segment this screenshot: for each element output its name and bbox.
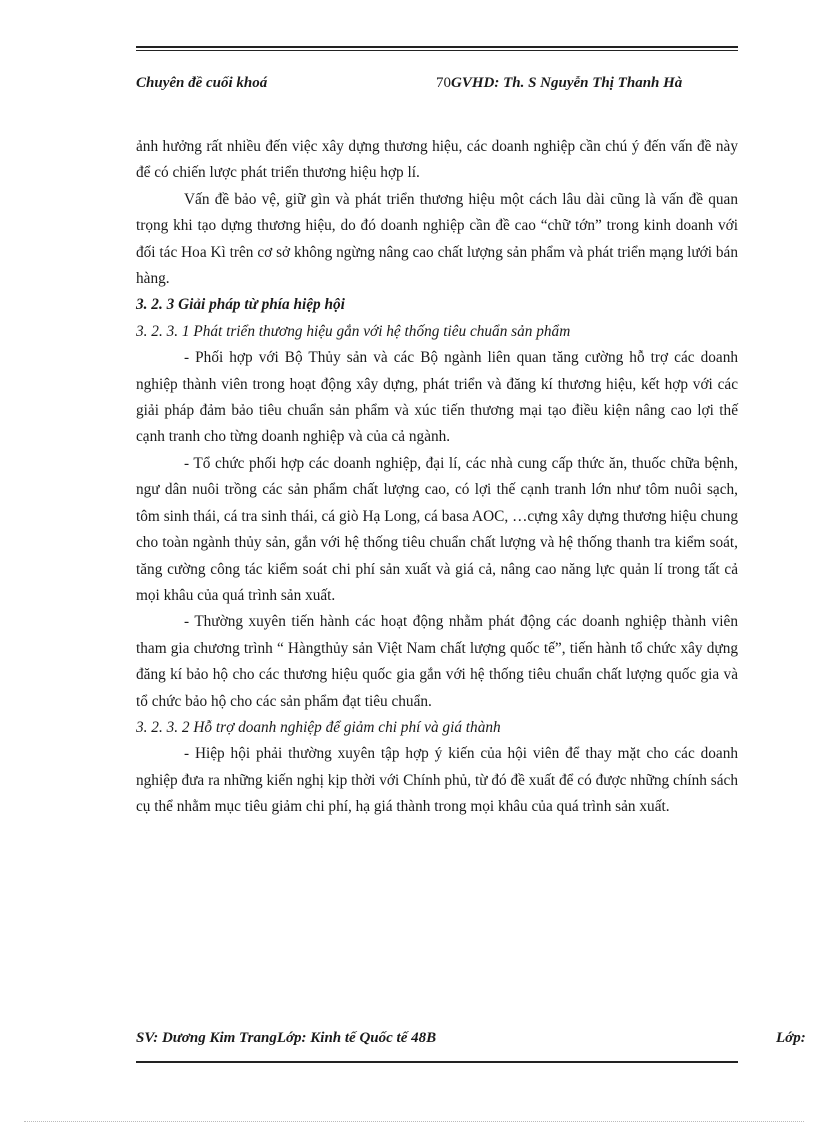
header-rule-thin [136,50,738,51]
page-number: 70 [436,75,451,91]
header-advisor-name: GVHD: Th. S Nguyễn Thị Thanh Hà [451,75,683,91]
footer-class-label: Lớp: [776,1030,806,1046]
subsection-heading-2: 3. 2. 3. 2 Hỗ trợ doanh nghiệp để giảm chi phí và giá thành [136,718,501,736]
paragraph-4: - Tổ chức phối hợp các doanh nghiệp, đại lí, các nhà cung cấp thức ăn, thuốc chữa bệnh, ngư dân nuôi trồng các sản phẩm chất lượng cao, có lợi thế cạnh tranh lớn như tôm nuôi sạch, tôm sinh thái, cá tra sinh thái, cá giò Hạ Long, cá basa AOC, …cựng xây dựng thương hiệu chung cho toàn ngành thủy sản, gắn với hệ thống tiêu chuẩn chất lượng và hệ thống thanh tra kiểm soát, tăng cường công tác kiểm soát chi phí sản xuất và giá cả, nâng cao năng lực quản lí trong tất cả mọi khâu của quá trình sản xuất. [136,454,738,604]
page-body [136,134,738,821]
page-header [136,75,738,97]
paragraph-1: ảnh hưởng rất nhiều đến việc xây dựng thương hiệu, các doanh nghiệp cần chú ý đến vấn đề này để có chiến lược phát triển thương hiệu hợp lí. [136,138,738,182]
section-heading: 3. 2. 3 Giải pháp từ phía hiệp hội [136,296,345,314]
subsection-heading-1: 3. 2. 3. 1 Phát triển thương hiệu gắn với hệ thống tiêu chuẩn sản phẩm [136,322,571,340]
paragraph-2: Vấn đề bảo vệ, giữ gìn và phát triển thương hiệu một cách lâu dài cũng là vấn đề quan trọng khi tạo dựng thương hiệu, do đó doanh nghiệp cần đề cao “chữ tớn” trong kinh doanh với đối tác Hoa Kì trên cơ sở không ngừng nâng cao chất lượng sản phẩm và phát triển mạng lưới bán hàng. [136,190,738,288]
footer-rule [136,1061,738,1063]
footer-student: SV: Dương Kim TrangLớp: Kinh tế Quốc tế 48B [136,1030,437,1046]
header-advisor [436,75,682,92]
page-break-dotted-line [24,1121,804,1122]
paragraph-5: - Thường xuyên tiến hành các hoạt động nhằm phát động các doanh nghiệp thành viên tham gia chương trình “ Hàngthủy sản Việt Nam chất lượng quốc tế”, tiến hành tổ chức xây dựng đăng kí bảo hộ cho các thương hiệu quốc gia gắn với hệ thống tiêu chuẩn chất lượng quốc gia và tổ chức bảo hộ cho các sản phẩm đạt tiêu chuẩn. [136,613,738,710]
header-rule-thick [136,46,738,48]
header-title: Chuyên đề cuối khoá [136,75,268,91]
paragraph-3: - Phối hợp với Bộ Thủy sản và các Bộ ngành liên quan tăng cường hỗ trợ các doanh nghiệp thành viên trong hoạt động xây dựng, phát triển và đăng kí thương hiệu, kết hợp với các giải pháp đảm bảo tiêu chuẩn sản phẩm và xúc tiến thương mại tạo điều kiện nâng cao lợi thế cạnh tranh cho từng doanh nghiệp và của cả ngành. [136,349,738,446]
page-footer [136,1030,816,1052]
paragraph-6: - Hiệp hội phải thường xuyên tập hợp ý kiến của hội viên để thay mặt cho các doanh nghiệp đưa ra những kiến nghị kịp thời với Chính phủ, từ đó đề xuất để có được những chính sách cụ thể nhằm mục tiêu giảm chi phí, hạ giá thành trong mọi khâu của quá trình sản xuất. [136,745,738,816]
